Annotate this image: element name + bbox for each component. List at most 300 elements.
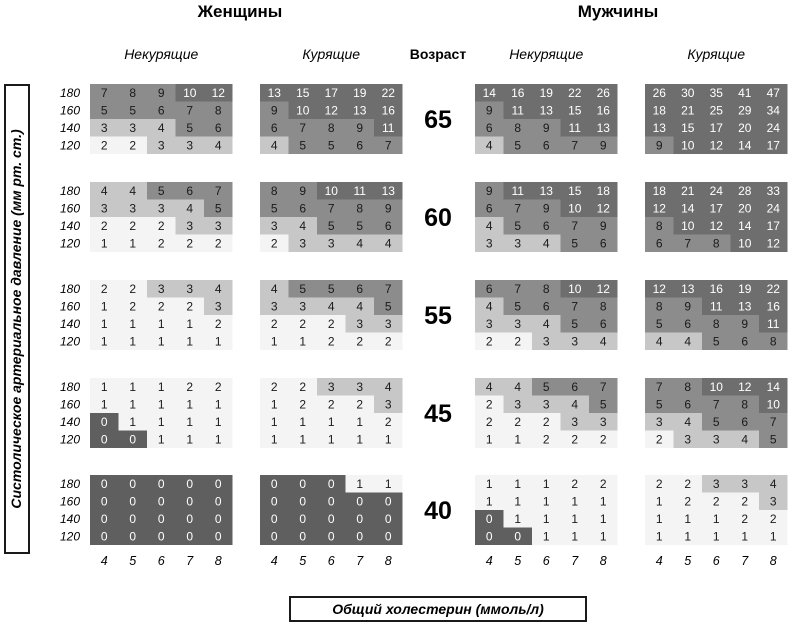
risk-cell-value: 12 [211,85,225,100]
risk-cell-value: 1 [712,529,720,544]
risk-cell-value: 7 [327,201,335,216]
risk-cell-value: 1 [485,476,493,491]
risk-cell-value: 3 [270,218,278,233]
risk-cell-value: 0 [214,529,222,544]
risk-cell-value: 3 [384,397,392,412]
risk-cell-value: 0 [129,476,137,491]
risk-cell-value: 1 [655,529,663,544]
bp-tick-label: 160 [59,299,80,314]
risk-cell-value: 5 [129,103,137,118]
cholesterol-tick-label: 5 [299,554,307,568]
risk-cell-value: 2 [270,379,278,394]
risk-cell-value: 7 [514,201,522,216]
risk-cell-value: 4 [485,379,493,394]
risk-cell-value: 6 [684,397,692,412]
risk-cell-value: 3 [129,120,137,135]
risk-cell-value: 1 [214,414,222,429]
risk-cell-value: 3 [214,218,222,233]
bp-tick-label: 180 [59,85,80,100]
risk-cell-value: 5 [186,120,194,135]
bp-tick-label: 180 [59,183,80,198]
risk-cell-value: 2 [270,316,278,331]
risk-cell-value: 3 [542,334,550,349]
risk-cell-value: 0 [299,494,307,509]
risk-cell-value: 7 [186,103,194,118]
risk-cell-value: 0 [270,494,278,509]
risk-cell-value: 0 [100,414,108,429]
bp-tick-label: 160 [59,103,80,118]
cholesterol-tick-label: 7 [741,554,749,568]
risk-cell-value: 4 [270,138,278,153]
risk-cell-value: 4 [542,236,550,251]
risk-cell-value: 19 [353,85,367,100]
risk-cell-value: 6 [655,236,663,251]
risk-cell-value: 1 [712,511,720,526]
risk-cell-value: 1 [327,432,335,447]
risk-cell-value: 0 [157,494,165,509]
risk-cell-value: 0 [186,529,194,544]
risk-cell-value: 1 [514,511,522,526]
risk-cell-value: 20 [738,120,752,135]
risk-cell-value: 15 [568,183,582,198]
cholesterol-tick-label: 4 [655,554,663,568]
risk-cell-value: 1 [599,529,607,544]
risk-cell-value: 0 [384,494,392,509]
bp-tick-label: 120 [59,334,80,349]
risk-cell-value: 9 [270,103,278,118]
risk-cell-value: 2 [214,379,222,394]
age-value: 40 [424,497,452,525]
risk-cell-value: 1 [655,511,663,526]
risk-cell-value: 20 [738,201,752,216]
risk-cell-value: 6 [599,316,607,331]
risk-cell-value: 13 [738,299,752,314]
risk-cell-value: 1 [485,432,493,447]
risk-cell-value: 6 [157,103,165,118]
y-axis-title: Систолическое артериальное давление (мм рт. ст.) [8,129,24,509]
risk-cell-value: 24 [766,201,780,216]
risk-cell-value: 7 [514,281,522,296]
risk-cell-value: 10 [296,103,310,118]
group-title-men: Мужчины [577,2,659,21]
risk-cell-value: 8 [769,334,777,349]
risk-cell-value: 1 [741,529,749,544]
risk-cell-value: 2 [299,316,307,331]
risk-cell-value: 12 [652,281,666,296]
risk-cell-value: 1 [571,494,579,509]
risk-cell-value: 0 [157,511,165,526]
risk-cell-value: 6 [214,120,222,135]
risk-cell-value: 17 [709,201,723,216]
risk-cell-value: 0 [327,476,335,491]
risk-cell-value: 1 [100,316,108,331]
group-title-women: Женщины [197,2,283,21]
risk-cell-value: 9 [356,120,364,135]
risk-cell-value: 1 [100,236,108,251]
risk-cell-value: 2 [157,299,165,314]
risk-cell-value: 47 [766,85,780,100]
risk-cell-value: 3 [299,236,307,251]
risk-cell-value: 5 [769,432,777,447]
risk-cell-value: 1 [599,494,607,509]
cholesterol-tick-label: 8 [769,554,777,568]
risk-cell-value: 25 [709,103,723,118]
risk-cell-value: 4 [485,138,493,153]
risk-cell-value: 4 [384,236,392,251]
risk-cell-value: 1 [129,379,137,394]
risk-cell-value: 13 [539,103,553,118]
bp-tick-label: 140 [59,316,80,331]
risk-cell-value: 0 [270,529,278,544]
risk-cell-value: 11 [767,316,780,331]
cholesterol-tick-label: 4 [485,554,493,568]
risk-cell-value: 5 [299,138,307,153]
bp-tick-label: 120 [59,432,80,447]
subheader-women_nonsmoking: Некурящие [124,46,199,62]
cholesterol-tick-label: 6 [327,554,335,568]
risk-cell-value: 3 [327,379,335,394]
age-header: Возраст [409,46,467,62]
cholesterol-tick-label: 8 [214,554,222,568]
risk-cell-value: 26 [596,85,610,100]
risk-cell-value: 4 [270,281,278,296]
risk-cell-value: 3 [514,316,522,331]
risk-cell-value: 11 [710,299,723,314]
risk-cell-value: 8 [655,218,663,233]
risk-cell-value: 9 [599,138,607,153]
risk-cell-value: 0 [100,432,108,447]
risk-cell-value: 15 [568,103,582,118]
risk-cell-value: 6 [384,218,392,233]
risk-cell-value: 14 [738,138,752,153]
risk-cell-value: 0 [356,511,364,526]
risk-cell-value: 0 [485,529,493,544]
risk-cell-value: 34 [766,103,780,118]
risk-cell-value: 9 [384,201,392,216]
risk-cell-value: 4 [356,236,364,251]
risk-cell-value: 7 [684,236,692,251]
risk-cell-value: 2 [712,494,720,509]
risk-cell-value: 7 [100,85,108,100]
bp-tick-label: 120 [59,529,80,544]
risk-cell-value: 8 [514,120,522,135]
risk-cell-value: 8 [655,299,663,314]
risk-cell-value: 1 [186,414,194,429]
risk-cell-value: 1 [514,432,522,447]
risk-cell-value: 6 [186,183,194,198]
risk-cell-value: 4 [514,379,522,394]
risk-cell-value: 0 [100,529,108,544]
risk-cell-value: 2 [157,236,165,251]
risk-cell-value: 9 [542,201,550,216]
bp-tick-label: 140 [59,120,80,135]
risk-cell-value: 2 [655,476,663,491]
risk-cell-value: 2 [485,397,493,412]
risk-cell-value: 2 [186,299,194,314]
risk-cell-value: 4 [129,183,137,198]
risk-cell-value: 3 [299,299,307,314]
risk-cell-value: 0 [157,476,165,491]
bp-tick-label: 160 [59,397,80,412]
risk-cell-value: 3 [542,397,550,412]
risk-cell-value: 6 [270,120,278,135]
risk-cell-value: 26 [652,85,666,100]
risk-cell-value: 0 [327,511,335,526]
risk-cell-value: 7 [384,138,392,153]
risk-cell-value: 2 [384,414,392,429]
risk-cell-value: 3 [684,432,692,447]
risk-cell-value: 7 [214,183,222,198]
risk-cell-value: 1 [157,432,165,447]
risk-cell-value: 1 [384,432,392,447]
risk-cell-value: 0 [485,511,493,526]
risk-cell-value: 0 [100,511,108,526]
risk-cell-value: 3 [571,414,579,429]
risk-cell-value: 2 [769,511,777,526]
risk-cell-value: 1 [270,414,278,429]
risk-cell-value: 1 [157,397,165,412]
risk-cell-value: 17 [766,218,780,233]
risk-cell-value: 5 [514,218,522,233]
risk-cell-value: 1 [384,476,392,491]
risk-cell-value: 10 [681,138,695,153]
risk-cell-value: 2 [684,494,692,509]
risk-cell-value: 9 [655,138,663,153]
risk-cell-value: 12 [766,236,780,251]
risk-cell-value: 3 [712,476,720,491]
risk-cell-value: 2 [327,316,335,331]
risk-cell-value: 11 [382,120,395,135]
risk-cell-value: 5 [299,281,307,296]
risk-cell-value: 2 [129,299,137,314]
risk-cell-value: 4 [299,218,307,233]
risk-cell-value: 4 [157,120,165,135]
risk-cell-value: 13 [381,183,395,198]
risk-cell-value: 6 [741,334,749,349]
risk-cell-value: 1 [571,529,579,544]
risk-cell-value: 1 [542,529,550,544]
risk-cell-value: 11 [353,183,366,198]
risk-cell-value: 14 [766,379,780,394]
risk-cell-value: 10 [324,183,338,198]
risk-cell-value: 9 [485,103,493,118]
risk-cell-value: 8 [214,103,222,118]
risk-cell-value: 4 [214,138,222,153]
risk-cell-value: 13 [652,120,666,135]
risk-cell-value: 13 [267,85,281,100]
risk-cell-value: 17 [766,138,780,153]
cholesterol-tick-label: 7 [571,554,579,568]
risk-cell-value: 1 [299,414,307,429]
risk-cell-value: 12 [596,201,610,216]
risk-cell-value: 24 [709,183,723,198]
risk-cell-value: 5 [214,201,222,216]
risk-cell-value: 0 [299,529,307,544]
risk-cell-value: 1 [356,432,364,447]
risk-cell-value: 1 [769,529,777,544]
subheader-women_smoking: Курящие [302,46,361,62]
risk-cell-value: 10 [709,379,723,394]
risk-cell-value: 3 [157,138,165,153]
risk-cell-value: 1 [214,334,222,349]
risk-cell-value: 2 [514,334,522,349]
risk-cell-value: 5 [542,379,550,394]
risk-cell-value: 0 [214,511,222,526]
risk-cell-value: 1 [186,334,194,349]
risk-cell-value: 1 [214,432,222,447]
risk-cell-value: 2 [327,334,335,349]
risk-cell-value: 2 [571,476,579,491]
risk-cell-value: 1 [270,334,278,349]
risk-cell-value: 2 [214,316,222,331]
bp-tick-label: 140 [59,218,80,233]
risk-cell-value: 4 [485,218,493,233]
risk-cell-value: 9 [485,183,493,198]
subheader-men_smoking: Курящие [687,46,746,62]
risk-cell-value: 8 [684,379,692,394]
risk-cell-value: 7 [599,379,607,394]
risk-cell-value: 14 [681,201,695,216]
risk-cell-value: 21 [681,183,695,198]
bp-tick-label: 160 [59,494,80,509]
risk-cell-value: 6 [599,236,607,251]
risk-cell-value: 3 [571,334,579,349]
risk-cell-value: 4 [384,379,392,394]
risk-cell-value: 2 [741,494,749,509]
risk-cell-value: 5 [712,334,720,349]
risk-cell-value: 11 [568,120,581,135]
risk-cell-value: 1 [299,334,307,349]
risk-cell-value: 5 [514,299,522,314]
risk-cell-value: 1 [684,511,692,526]
risk-cell-value: 22 [766,281,780,296]
cholesterol-tick-label: 8 [384,554,392,568]
risk-cell-value: 2 [157,218,165,233]
risk-cell-value: 1 [356,414,364,429]
risk-cell-value: 7 [571,299,579,314]
risk-cell-value: 17 [709,120,723,135]
risk-cell-value: 0 [356,529,364,544]
risk-cell-value: 1 [100,334,108,349]
risk-cell-value: 1 [157,379,165,394]
risk-cell-value: 4 [100,183,108,198]
risk-cell-value: 3 [384,316,392,331]
risk-cell-value: 2 [100,281,108,296]
risk-cell-value: 13 [539,183,553,198]
risk-cell-value: 10 [183,85,197,100]
risk-cell-value: 2 [299,379,307,394]
risk-cell-value: 0 [129,432,137,447]
risk-cell-value: 1 [299,432,307,447]
risk-cell-value: 1 [542,494,550,509]
risk-cell-value: 3 [514,397,522,412]
risk-cell-value: 3 [100,201,108,216]
risk-cell-value: 4 [741,432,749,447]
risk-cell-value: 1 [129,397,137,412]
risk-cell-value: 2 [129,281,137,296]
risk-cell-value: 8 [356,201,364,216]
risk-cell-value: 2 [214,236,222,251]
risk-cell-value: 29 [738,103,752,118]
risk-cell-value: 2 [186,236,194,251]
bp-tick-label: 160 [59,201,80,216]
risk-cell-value: 1 [129,236,137,251]
risk-cell-value: 16 [511,85,525,100]
risk-cell-value: 2 [356,334,364,349]
risk-cell-value: 15 [681,120,695,135]
risk-cell-value: 2 [327,397,335,412]
risk-cell-value: 0 [270,511,278,526]
risk-cell-value: 9 [599,218,607,233]
risk-cell-value: 0 [299,511,307,526]
risk-cell-value: 1 [129,334,137,349]
risk-cell-value: 4 [485,299,493,314]
bp-tick-label: 180 [59,379,80,394]
risk-cell-value: 6 [684,316,692,331]
risk-cell-value: 8 [712,316,720,331]
risk-cell-value: 10 [681,218,695,233]
risk-cell-value: 2 [356,397,364,412]
risk-cell-value: 7 [571,218,579,233]
risk-cell-value: 8 [599,299,607,314]
risk-cell-value: 1 [186,316,194,331]
risk-cell-value: 12 [596,281,610,296]
risk-cell-value: 17 [324,85,338,100]
risk-cell-value: 5 [356,218,364,233]
cholesterol-tick-label: 8 [599,554,607,568]
age-value: 60 [424,204,452,232]
risk-cell-value: 0 [299,476,307,491]
risk-cell-value: 1 [327,414,335,429]
risk-cell-value: 12 [709,138,723,153]
risk-cell-value: 1 [485,494,493,509]
risk-cell-value: 6 [299,201,307,216]
risk-cell-value: 0 [186,511,194,526]
risk-cell-value: 3 [356,316,364,331]
risk-cell-value: 3 [514,236,522,251]
risk-cell-value: 4 [599,334,607,349]
risk-cell-value: 7 [384,281,392,296]
risk-cell-value: 12 [709,218,723,233]
risk-cell-value: 4 [542,316,550,331]
risk-cell-value: 5 [712,414,720,429]
risk-cell-value: 1 [542,511,550,526]
risk-cell-value: 28 [738,183,752,198]
age-value: 55 [424,302,452,330]
risk-cell-value: 4 [356,299,364,314]
x-axis-title: Общий холестерин (ммоль/л) [332,601,544,617]
risk-cell-value: 3 [655,414,663,429]
risk-cell-value: 2 [741,511,749,526]
risk-cell-value: 2 [100,218,108,233]
risk-cell-value: 0 [100,476,108,491]
risk-cell-value: 18 [652,103,666,118]
risk-cell-value: 1 [186,397,194,412]
risk-cell-value: 16 [766,299,780,314]
risk-cell-value: 19 [738,281,752,296]
risk-cell-value: 5 [327,281,335,296]
risk-cell-value: 0 [157,529,165,544]
age-value: 45 [424,400,452,428]
risk-cell-value: 4 [655,334,663,349]
risk-cell-value: 7 [571,138,579,153]
risk-cell-value: 0 [356,494,364,509]
risk-cell-value: 1 [514,494,522,509]
risk-cell-value: 0 [186,494,194,509]
risk-cell-value: 0 [270,476,278,491]
risk-cell-value: 14 [738,218,752,233]
risk-cell-value: 3 [599,414,607,429]
